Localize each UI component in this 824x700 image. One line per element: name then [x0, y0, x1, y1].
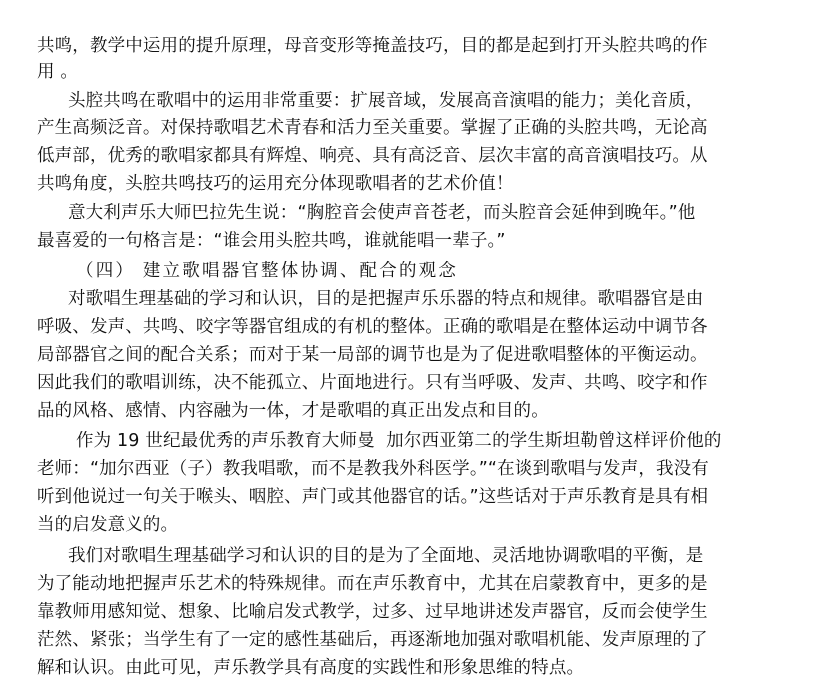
text-line: 我们对歌唱生理基础学习和认识的目的是为了全面地、灵活地协调歌唱的平衡，是: [68, 546, 704, 566]
text-line: 用 。: [37, 62, 79, 82]
text-line: 茫然、紧张；当学生有了一定的感性基础后，再逐渐地加强对歌唱机能、发声原理的了: [37, 630, 708, 650]
text-line: 局部器官之间的配合关系；而对于某一局部的调节也是为了促进歌唱整体的平衡运动。: [37, 345, 708, 365]
text-line: 解和认识。由此可见，声乐教学具有高度的实践性和形象思维的特点。: [37, 658, 585, 678]
text-line: 靠教师用感知觉、想象、比喻启发式教学，过多、过早地讲述发声器官，反而会使学生: [37, 602, 708, 622]
text-line: 品的风格、感情、内容融为一体，才是歌唱的真正出发点和目的。: [37, 401, 549, 421]
text-line: 低声部，优秀的歌唱家都具有辉煌、响亮、具有高泛音、层次丰富的高音演唱技巧。从: [37, 146, 708, 166]
text-line: 当的启发意义的。: [37, 515, 179, 535]
text-line: 为了能动地把握声乐艺术的特殊规律。而在声乐教育中，尤其在启蒙教育中，更多的是: [37, 574, 708, 594]
text-line: 头腔共鸣在歌唱中的运用非常重要：扩展音域，发展高音演唱的能力；美化音质，: [68, 91, 704, 111]
text-line: 共鸣，教学中运用的提升原理，母音变形等掩盖技巧，目的都是起到打开头腔共鸣的作: [37, 36, 708, 56]
text-line: 最喜爱的一句格言是：“谁会用头腔共鸣，谁就能唱一辈子。”: [37, 231, 506, 251]
text-line: 作为 19 世纪最优秀的声乐教育大师曼 加尔西亚第二的学生斯坦勒曾这样评价他的: [76, 431, 722, 451]
section-heading: （四） 建立歌唱器官整体协调、配合的观念: [76, 261, 459, 281]
text-line: 对歌唱生理基础的学习和认识，目的是把握声乐乐器的特点和规律。歌唱器官是由: [68, 289, 704, 309]
text-line: 因此我们的歌唱训练，决不能孤立、片面地进行。只有当呼吸、发声、共鸣、咬字和作: [37, 373, 708, 393]
text-line: 老师：“加尔西亚（子）教我唱歌，而不是教我外科医学。”“在谈到歌唱与发声，我没有: [37, 459, 709, 479]
text-line: 产生高频泛音。对保持歌唱艺术青春和活力至关重要。掌握了正确的头腔共鸣，无论高: [37, 118, 708, 138]
text-line: 呼吸、发声、共鸣、咬字等器官组成的有机的整体。正确的歌唱是在整体运动中调节各: [37, 317, 708, 337]
text-line: 听到他说过一句关于喉头、咽腔、声门或其他器官的话。”这些话对于声乐教育是具有相: [37, 487, 709, 507]
text-line: 共鸣角度，头腔共鸣技巧的运用充分体现歌唱者的艺术价值！: [37, 174, 514, 194]
text-line: 意大利声乐大师巴拉先生说：“胸腔音会使声音苍老，而头腔音会延伸到晚年。”他: [68, 203, 696, 223]
